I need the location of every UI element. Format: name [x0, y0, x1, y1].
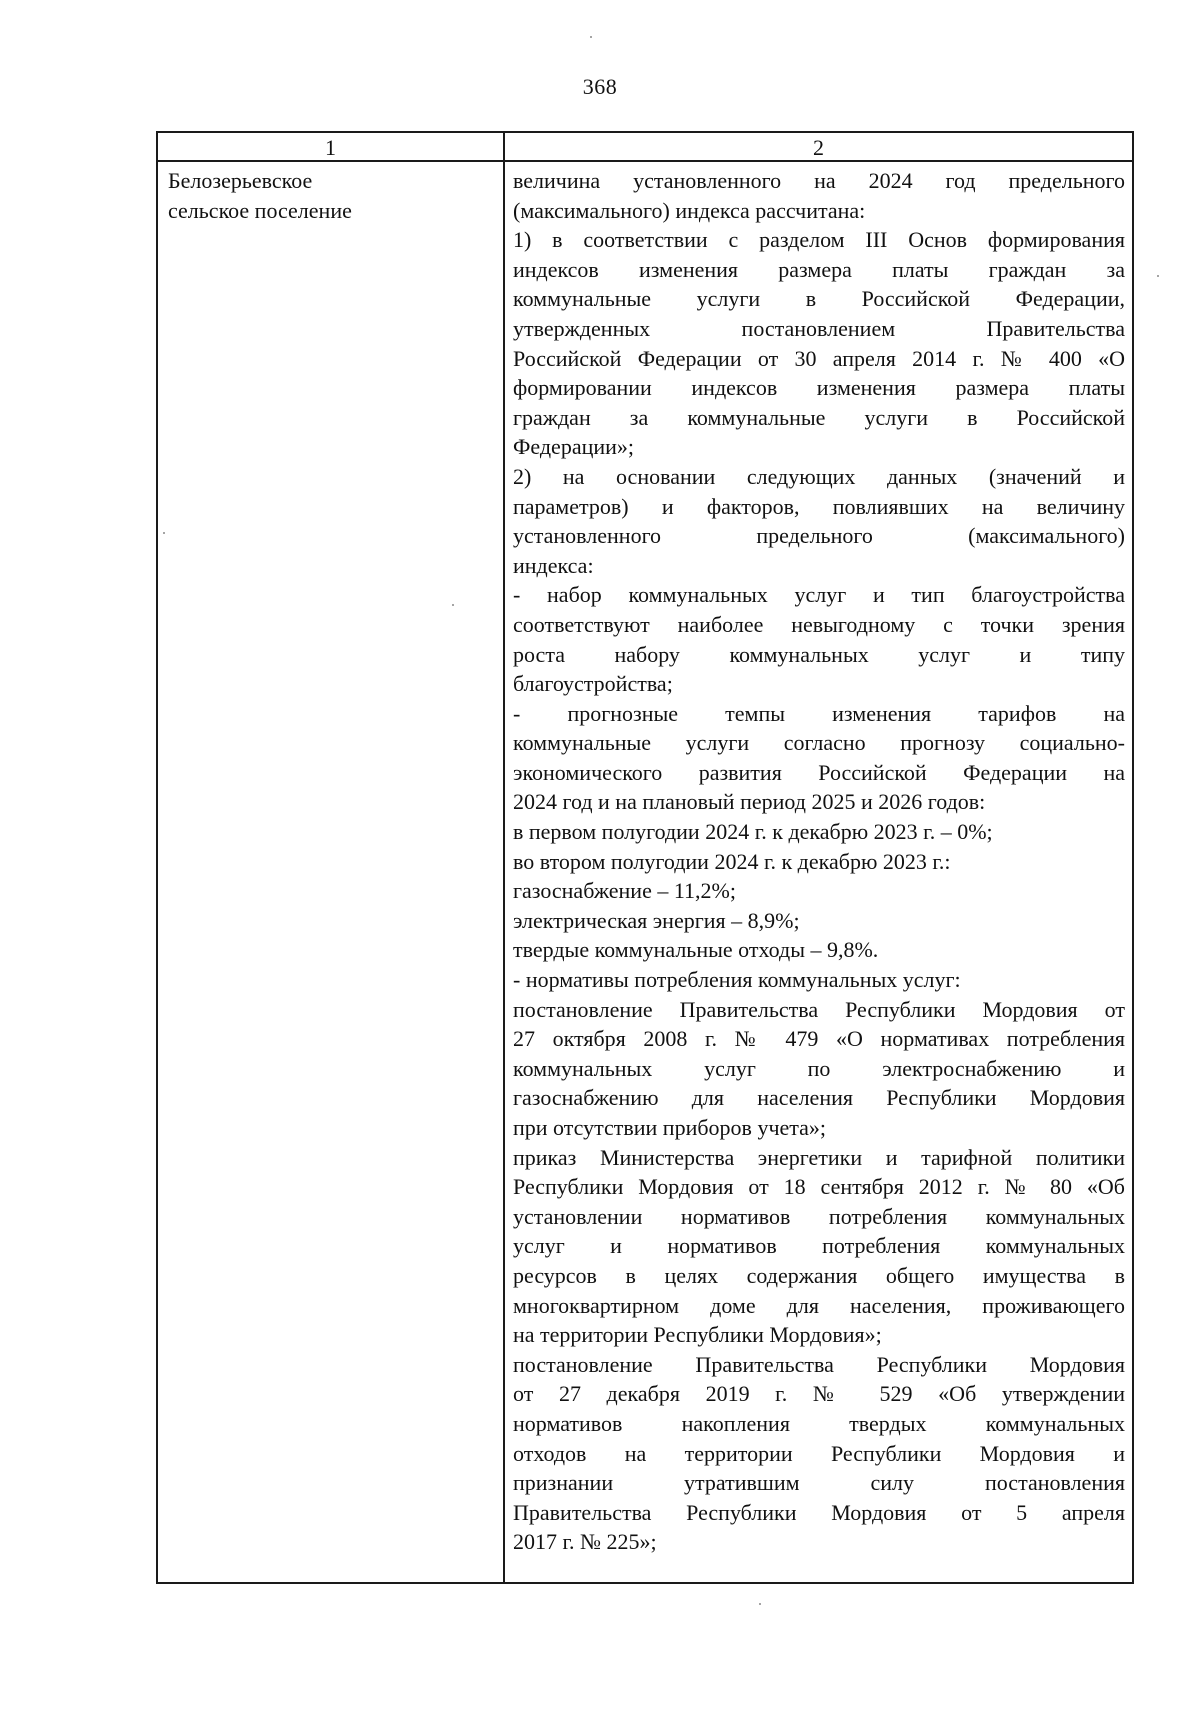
description-line: установленного предельного (максимального)	[513, 523, 1125, 549]
description-line: Российской Федерации от 30 апреля 2014 г. № 400 «О	[513, 345, 1125, 371]
description-line: от 27 декабря 2019 г. № 529 «Об утверждении	[513, 1381, 1125, 1407]
settlement-name-line: Белозерьевское	[168, 168, 313, 193]
description-line: в первом полугодии 2024 г. к декабрю 2023 г. – 0%;	[513, 819, 993, 845]
description-line: - нормативы потребления коммунальных услуг:	[513, 967, 961, 993]
description-line: 2017 г. № 225»;	[513, 1529, 657, 1555]
description-line: Правительства Республики Мордовия от 5 апреля	[513, 1499, 1125, 1525]
page-number: 368	[582, 74, 618, 99]
description-line: благоустройства;	[513, 671, 673, 697]
description-line: коммунальные услуги в Российской Федерации,	[513, 286, 1125, 312]
description-line: 2024 год и на плановый период 2025 и 2026 годов:	[513, 789, 986, 815]
description-line: коммунальные услуги согласно прогнозу социально-	[513, 730, 1125, 756]
description-line: при отсутствии приборов учета»;	[513, 1115, 827, 1140]
description-line: 27 октября 2008 г. № 479 «О нормативах потребления	[513, 1026, 1125, 1052]
description-line: газоснабжению для населения Республики Мордовия	[513, 1085, 1125, 1111]
description-line: соответствуют наиболее невыгодному с точки зрения	[513, 611, 1125, 637]
column-divider	[503, 133, 505, 1582]
description-line: во втором полугодии 2024 г. к декабрю 2023 г.:	[513, 848, 951, 874]
description-line: 1) в соответствии с разделом III Основ формирования	[513, 227, 1125, 253]
description-line: параметров) и факторов, повлиявших на величину	[513, 493, 1125, 519]
description-line: электрическая энергия – 8,9%;	[513, 907, 800, 933]
description-line: индекса:	[513, 552, 594, 578]
description-line: утвержденных постановлением Правительства	[513, 315, 1125, 341]
description-line: постановление Правительства Республики Мордовия	[513, 1351, 1125, 1377]
description-line: твердые коммунальные отходы – 9,8%.	[513, 937, 879, 963]
description-line: на территории Республики Мордовия»;	[513, 1322, 882, 1348]
description-line: - набор коммунальных услуг и тип благоустройства	[513, 582, 1125, 608]
table-header-row	[158, 133, 1132, 162]
description-line: установлении нормативов потребления коммунальных	[513, 1203, 1125, 1229]
description-line: ресурсов в целях содержания общего имущества в	[513, 1262, 1125, 1288]
settlement-name-line: сельское поселение	[168, 197, 352, 223]
description-line: 2) на основании следующих данных (значений и	[513, 463, 1125, 489]
description-line: величина установленного на 2024 год предельного	[513, 168, 1125, 193]
scan-speck	[1157, 275, 1159, 277]
index-description-cell	[513, 166, 1125, 1557]
description-line: приказ Министерства энергетики и тарифной политики	[513, 1144, 1125, 1170]
document-table	[156, 131, 1134, 1584]
description-line: - прогнозные темпы изменения тарифов на	[513, 700, 1125, 726]
scan-speck	[452, 604, 454, 606]
description-line: признании утратившим силу постановления	[513, 1470, 1125, 1496]
description-line: (максимального) индекса рассчитана:	[513, 197, 866, 223]
description-line: формировании индексов изменения размера платы	[513, 375, 1125, 401]
description-line: многоквартирном доме для населения, проживающего	[513, 1292, 1125, 1318]
description-line: нормативов накопления твердых коммунальных	[513, 1410, 1125, 1436]
column-header-1: 1	[325, 135, 336, 160]
description-line: коммунальных услуг по электроснабжению и	[513, 1055, 1125, 1081]
description-line: услуг и нормативов потребления коммунальных	[513, 1233, 1125, 1259]
description-line: газоснабжение – 11,2%;	[513, 878, 736, 904]
description-line: роста набору коммунальных услуг и типу	[513, 641, 1125, 667]
column-header-2: 2	[813, 135, 824, 160]
description-line: Федерации»;	[513, 434, 635, 460]
scan-speck	[759, 1603, 761, 1605]
description-line: Республики Мордовия от 18 сентября 2012 г. № 80 «Об	[513, 1174, 1125, 1200]
description-line: отходов на территории Республики Мордовия и	[513, 1440, 1125, 1466]
scan-speck	[590, 36, 592, 38]
description-line: экономического развития Российской Федерации на	[513, 759, 1125, 785]
description-line: постановление Правительства Республики Мордовия от	[513, 996, 1125, 1022]
scan-speck	[163, 532, 165, 534]
description-line: граждан за коммунальные услуги в Российской	[513, 404, 1125, 430]
description-line: индексов изменения размера платы граждан за	[513, 256, 1125, 282]
settlement-name-cell	[168, 166, 488, 225]
